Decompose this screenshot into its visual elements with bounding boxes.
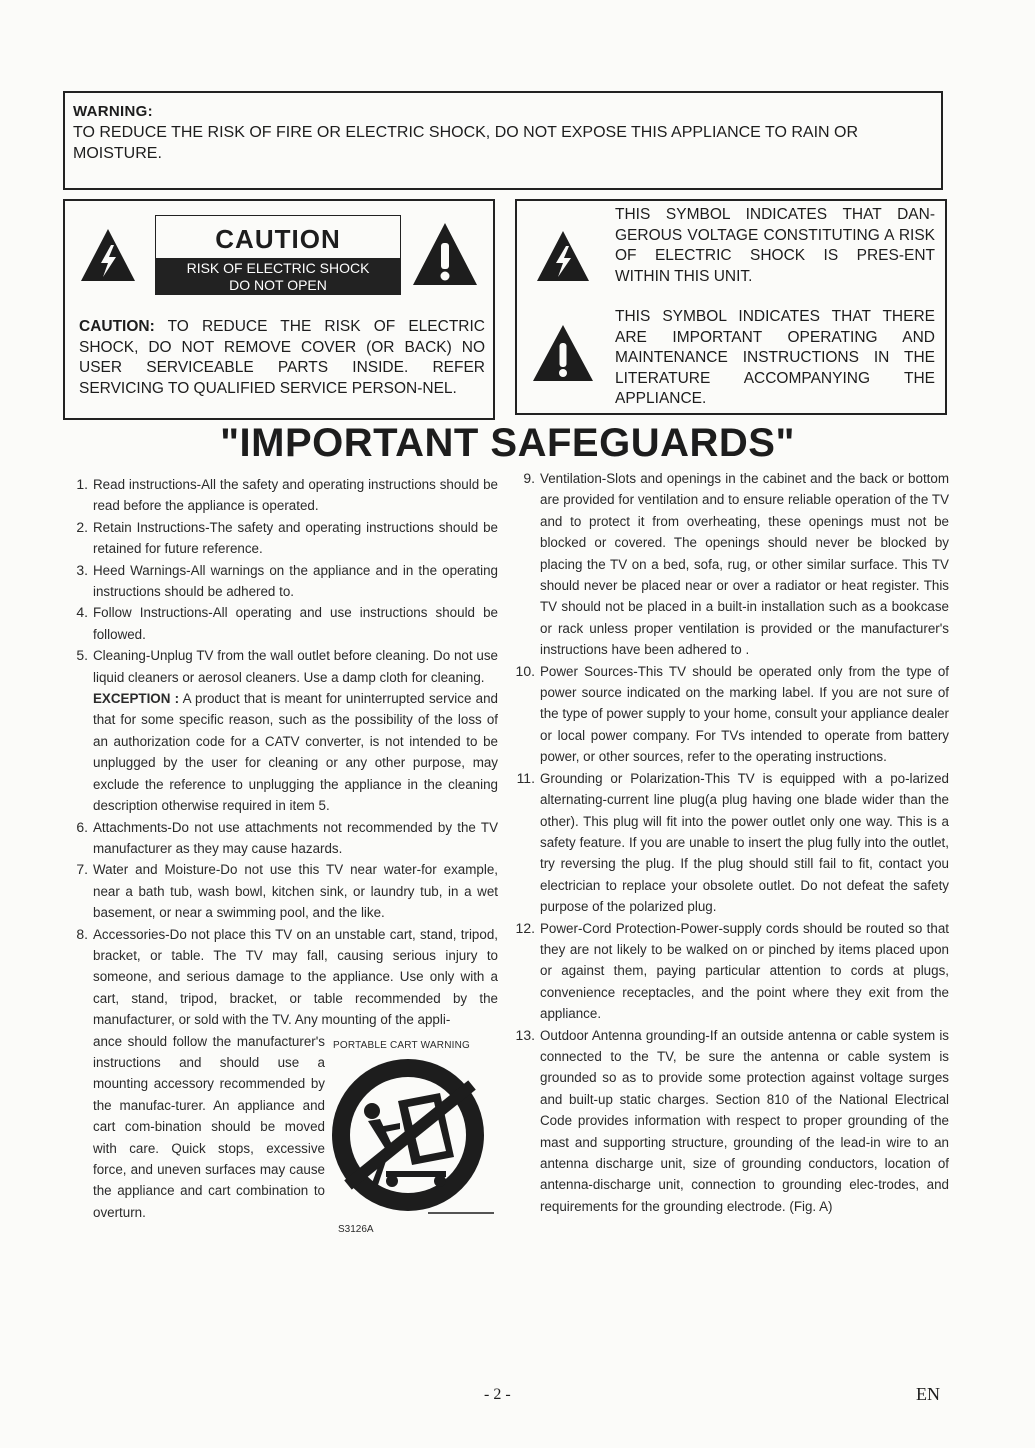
item-text: Attachments-Do not use attachments not recommended by the TV manufacturer as they may cause hazards. [93, 819, 498, 856]
exclamation-warning-icon [411, 221, 479, 287]
list-item [66, 645, 498, 816]
right-column [513, 468, 949, 1217]
cart-warning-label: PORTABLE CART WARNING [333, 1039, 471, 1051]
exclamation-symbol-icon [531, 323, 595, 383]
list-item [513, 1025, 949, 1218]
list-item [513, 918, 949, 1025]
item-number: 5. [76, 647, 88, 664]
caution-title: CAUTION [215, 224, 341, 254]
item-text: Accessories-Do not place this TV on an unstable cart, stand, tripod, bracket, or table. The TV may fall, causing serious injury to someone, and serious damage to the appliance. Use only with a cart, stand, tripod, bracket, or table recommended by the manufacturer, or sold with the TV. Any mounting of the appli- [93, 926, 498, 1028]
item-text: Read instructions-All the safety and operating instructions should be read before the appliance is operated. [93, 477, 498, 514]
cart-figure-code: S3126A [338, 1223, 374, 1235]
caution-body [79, 317, 485, 399]
left-column [66, 474, 498, 1235]
item-number: 6. [76, 818, 88, 835]
cart-section [66, 1031, 498, 1235]
list-item [66, 859, 498, 923]
list-item [513, 768, 949, 918]
caution-body-text: TO REDUCE THE RISK OF ELECTRIC SHOCK, DO NOT REMOVE COVER (OR BACK) NO USER SERVICEABLE PARTS INSIDE. REFER SERVICING TO QUALIFIED SERVICE PERSON-NEL. [79, 318, 485, 397]
caution-body-label: CAUTION: [79, 318, 155, 335]
list-item [66, 560, 498, 603]
warning-box [63, 91, 943, 190]
list-item [66, 474, 498, 517]
item-text: Outdoor Antenna grounding-If an outside antenna or cable system is connected to the TV, be sure the antenna or cable system is grounded so as to provide some protection against voltage surges and built-up static charges. Section 810 of the National Electrical Code provides information with respect to proper grounding of the mast and supporting structure, grounding of the lead-in wire to an antenna discharge unit, size of grounding conductors, location of antenna-discharge unit, connection to grounding elec-trodes, and requirements for the grounding electrode. (Fig. A) [540, 1027, 949, 1214]
exception-paragraph [93, 688, 498, 816]
item-number: 1. [76, 476, 88, 492]
item-number: 7. [76, 861, 88, 878]
cart-text: ance should follow the manufacturer's instructions and should use a mounting accessory recommended by the manufac-turer. An appliance and cart com-bination should be moved with care. Quick stops, excessive force, and uneven surfaces may cause the appliance and cart combination to overturn. [93, 1033, 325, 1220]
list-item [66, 924, 498, 1031]
caution-band [156, 258, 400, 294]
item-text: Power Sources-This TV should be operated only from the type of power source indicated on the marking label. If you are not sure of the type of power supply to your home, consult your appliance dealer or local power company. For TVs intended to operate from battery power, or other sources, refer to the operating instructions. [540, 663, 949, 765]
item-number: 10. [515, 662, 535, 679]
warning-text: TO REDUCE THE RISK OF FIRE OR ELECTRIC SHOCK, DO NOT EXPOSE THIS APPLIANCE TO RAIN OR MOISTURE. [73, 124, 859, 162]
page-number: - 2 - [484, 1386, 511, 1403]
lightning-symbol-text: THIS SYMBOL INDICATES THAT DAN-GEROUS VOLTAGE CONSTITUTING A RISK OF ELECTRIC SHOCK IS PRES-ENT WITHIN THIS UNIT. [615, 206, 935, 285]
item-text: Follow Instructions-All operating and use instructions should be followed. [93, 605, 498, 642]
item-number: 3. [76, 561, 88, 578]
list-item [66, 817, 498, 860]
page-title: "IMPORTANT SAFEGUARDS" [220, 421, 795, 465]
caution-band-line1: RISK OF ELECTRIC SHOCK [186, 260, 370, 276]
language-code: EN [916, 1384, 940, 1404]
symbol-panel [515, 199, 947, 415]
item-number: 8. [76, 925, 88, 942]
item-text: Heed Warnings-All warnings on the appliance and in the operating instructions should be adhered to. [93, 562, 498, 600]
exception-label: EXCEPTION : [93, 691, 180, 707]
caution-label [155, 215, 401, 295]
list-item [66, 602, 498, 645]
item-text: Retain Instructions-The safety and operating instructions should be retained for future reference. [93, 519, 498, 557]
item-number: 13. [515, 1026, 535, 1043]
lightning-warning-icon [79, 227, 137, 283]
item-number: 12. [515, 919, 535, 936]
caution-band-line2: DO NOT OPEN [229, 277, 327, 293]
item-text: Power-Cord Protection-Power-supply cords should be routed so that they are not likely to be walked on or pinched by items placed upon or against them, paying particular attention to cords at plugs, convenience receptacles, and the point where they exit from the appliance. [540, 920, 949, 1022]
item-number: 2. [76, 518, 88, 535]
warning-title: WARNING: [73, 103, 153, 120]
exclamation-symbol-text: THIS SYMBOL INDICATES THAT THERE ARE IMPORTANT OPERATING AND MAINTENANCE INSTRUCTIONS IN THE LITERATURE ACCOMPANYING THE APPLIANCE. [615, 308, 935, 407]
item-number: 9. [523, 470, 535, 486]
item-number: 11. [516, 769, 535, 786]
list-item [513, 661, 949, 768]
item-text: Water and Moisture-Do not use this TV near water-for example, near a bath tub, wash bowl, kitchen sink, or laundry tub, in a wet basement, or near a swimming pool, and the like. [93, 862, 498, 921]
item-text: Ventilation-Slots and openings in the cabinet and the back or bottom are provided for ventilation and to ensure reliable operation of the TV and to protect it from overheating, these openings must not be blocked or covered. The openings should never be blocked by placing the TV on a bed, sofa, rug, or other similar surface. This TV should never be placed near or over a radiator or heat register. This TV should not be placed in a built-in installation such as a bookcase or rack unless proper ventilation is provided or the manufacturer's instructions have been adhered to . [540, 471, 949, 658]
list-item [513, 468, 949, 661]
item-number: 4. [76, 604, 88, 621]
caution-panel [63, 199, 495, 420]
item-text: Cleaning-Unplug TV from the wall outlet before cleaning. Do not use liquid cleaners or aerosol cleaners. Use a damp cloth for cleaning. [93, 648, 498, 685]
list-item [66, 517, 498, 560]
lightning-symbol-icon [535, 229, 591, 283]
portable-cart-warning-icon [328, 1053, 496, 1219]
item-text: Grounding or Polarization-This TV is equipped with a po-larized alternating-current line plug(a plug having one blade wider than the other). This plug will fit into the power outlet only one way. This is a safety feature. If you are unable to insert the plug fully into the outlet, try reversing the plug. If the plug should still fail to fit, contact you electrician to replace your obsolete outlet. Do not defeat the safety purpose of the polarized plug. [540, 770, 949, 915]
exception-text: A product that is meant for uninterrupted service and that for some specific reason, such as the possibility of the loss of an authorization code for a CATV converter, is not intended to be unplugged by the user for cleaning or any other purpose, may exclude the reference to unplugging the appliance in the cleaning description otherwise required in item 5. [93, 691, 498, 814]
